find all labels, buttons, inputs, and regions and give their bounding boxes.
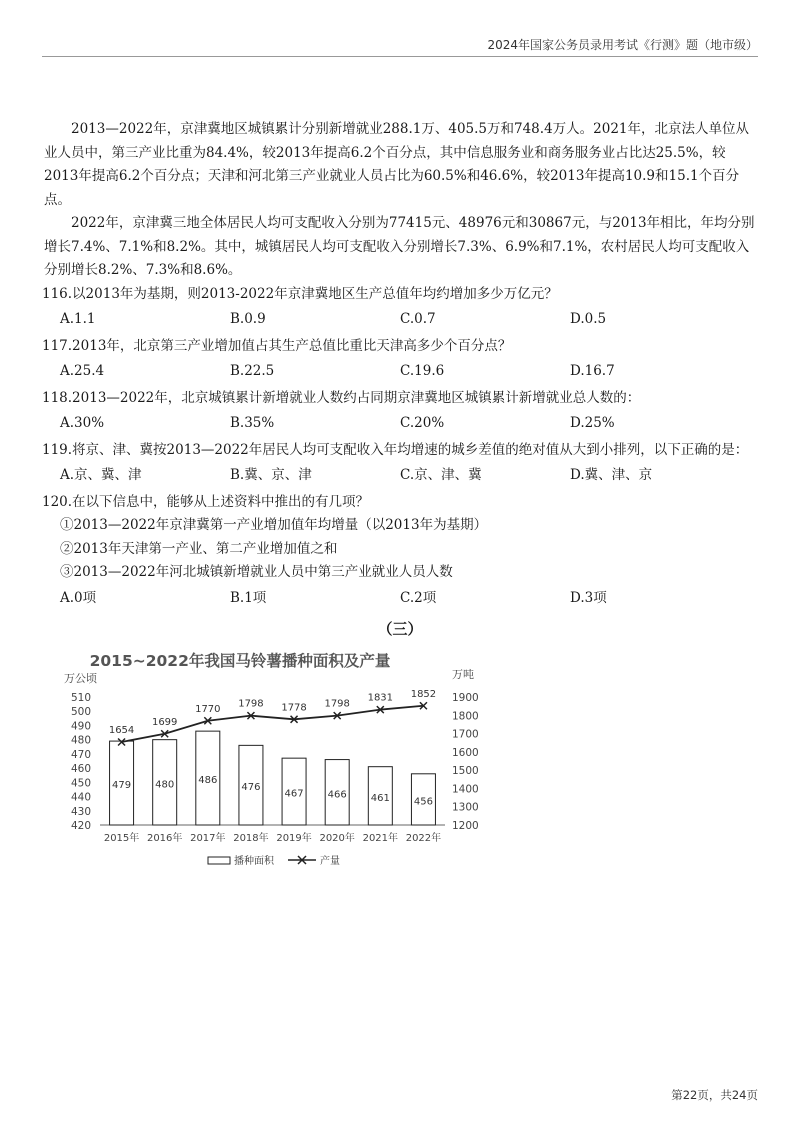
right-axis-label: 万吨: [452, 668, 474, 681]
bar-value-label: 480: [155, 779, 175, 791]
bar-value-label: 476: [241, 782, 261, 794]
page-number: 第22页，共24页: [671, 1088, 758, 1102]
question-118: [42, 387, 758, 436]
option-a: A.30%: [60, 415, 105, 431]
option-b: B.35%: [230, 415, 275, 431]
line-value-label: 1654: [108, 724, 135, 736]
line-value-label: 1770: [195, 703, 221, 715]
left-tick-label: 440: [70, 791, 91, 804]
right-tick-label: 1900: [452, 692, 479, 704]
option-c: C.20%: [400, 415, 445, 431]
question-119: [42, 439, 758, 488]
option-a: A.25.4: [60, 363, 105, 379]
legend-bar-label: 播种面积: [234, 856, 274, 867]
right-tick-label: 1300: [452, 801, 479, 814]
category-label: 2018年: [233, 833, 269, 844]
option-row: [60, 412, 758, 436]
left-tick-label: 470: [70, 748, 91, 761]
bar-series: [110, 731, 436, 825]
option-row: [60, 587, 758, 611]
bar-value-label: 479: [112, 780, 132, 792]
right-tick-label: 1600: [452, 746, 479, 759]
category-label: 2017年: [190, 833, 226, 844]
bar-value-label: 466: [327, 789, 347, 801]
category-label: 2021年: [362, 833, 399, 844]
chart-title: 2015~2022年我国马铃薯播种面积及产量: [89, 652, 391, 670]
bar-value-label: 456: [413, 796, 433, 808]
material-paragraph-2: 2022年，京津冀三地全体居民人均可支配收入分别为77415元、48976元和30867元，与2013年相比，年均分别增长7.4%、7.1%和8.2%。其中，城镇居民人均可支配收入分别增长7.3%、6.9%和7.1%，农村居民人均可支配收入分别增长8.2%、7.3%和8.6%。: [44, 215, 755, 278]
option-d: D.冀、津、京: [570, 467, 653, 483]
option-row: [60, 308, 758, 332]
line-value-label: 1831: [367, 692, 394, 704]
category-label: 2016年: [146, 833, 183, 844]
option-b: B.22.5: [230, 363, 275, 379]
left-tick-label: 490: [70, 720, 91, 733]
option-c: C.19.6: [400, 363, 445, 379]
category-label: 2022年: [405, 833, 442, 844]
header-divider: [42, 56, 758, 57]
option-row: [60, 360, 758, 384]
question-120: [42, 491, 758, 611]
question-stem: 116.以2013年为基期，则2013-2022年京津冀地区生产总值年均约增加多少万亿元？: [42, 285, 558, 302]
left-tick-label: 430: [70, 805, 91, 818]
question-stem: 117.2013年，北京第三产业增加值占其生产总值比重比天津高多少个百分点？: [42, 337, 512, 354]
question-stem: 118.2013—2022年，北京城镇累计新增就业人数约占同期京津冀地区城镇累计新增就业总人数的：: [42, 389, 641, 406]
option-c: C.0.7: [400, 311, 436, 327]
line-series: [109, 689, 436, 746]
right-tick-label: 1200: [452, 820, 479, 832]
potato-chart: [60, 643, 480, 878]
bar-value-label: 486: [198, 775, 218, 787]
legend: [208, 854, 340, 867]
left-tick-label: 460: [70, 763, 91, 776]
line-value-label: 1699: [151, 716, 178, 728]
category-label: 2020年: [319, 833, 355, 844]
left-axis-label: 万公顷: [64, 672, 97, 685]
option-d: D.0.5: [570, 311, 607, 327]
legend-line-label: 产量: [320, 856, 340, 867]
left-tick-label: 500: [70, 706, 91, 719]
question-stem: 119.将京、津、冀按2013—2022年居民人均可支配收入年均增速的城乡差值的绝对值从大到小排列，以下正确的是：: [42, 441, 749, 458]
sub-item-1: ①2013—2022年京津冀第一产业增加值年均增量（以2013年为基期）: [60, 517, 488, 533]
question-117: [42, 335, 758, 384]
sub-item-2: ②2013年天津第一产业、第二产业增加值之和: [60, 540, 338, 557]
right-tick-label: 1800: [452, 710, 479, 723]
category-labels: [104, 831, 441, 844]
sub-item-3: ③2013—2022年河北城镇新增就业人员中第三产业就业人员人数: [60, 564, 453, 580]
option-b: B.0.9: [230, 311, 266, 327]
option-d: D.25%: [570, 415, 615, 431]
option-row: [60, 464, 758, 488]
option-d: D.16.7: [570, 363, 615, 379]
bar-value-label: 467: [284, 788, 304, 800]
left-tick-label: 480: [70, 734, 91, 747]
line-value-label: 1778: [281, 702, 307, 714]
legend-bar-swatch: [208, 857, 230, 864]
line-value-label: 1798: [324, 698, 350, 710]
option-d: D.3项: [570, 589, 607, 606]
page-content: [42, 118, 758, 642]
question-stem: 120.在以下信息中，能够从上述资料中推出的有几项？: [42, 493, 370, 510]
right-tick-label: 1400: [452, 783, 479, 796]
left-axis-ticks: [71, 692, 91, 832]
option-a: A.京、冀、津: [60, 467, 142, 483]
right-axis-ticks: [452, 692, 479, 832]
header-title: 2024年国家公务员录用考试《行测》题（地市级）: [487, 38, 758, 52]
line-value-label: 1798: [238, 698, 264, 710]
material-paragraph-1: 2013—2022年，京津冀地区城镇累计分别新增就业288.1万、405.5万和748.4万人。2021年，北京法人单位从业人员中，第三产业比重为84.4%，较2013年提高6.2个百分点，其中信息服务业和商务服务业占比达25.5%，较2013年提高6.2个百分点；天津和河北第三产业就业人员占比为60.5%和46.6%，较2013年提高10.9和15.1个百分点。: [44, 121, 750, 208]
section-title: （三）: [377, 620, 423, 638]
line-value-label: 1852: [410, 688, 437, 700]
bar-value-label: 461: [370, 792, 390, 804]
category-label: 2019年: [276, 833, 312, 844]
left-tick-label: 420: [70, 820, 91, 832]
option-b: B.1项: [230, 589, 267, 606]
option-c: C.京、津、冀: [400, 467, 482, 483]
option-b: B.冀、京、津: [230, 467, 312, 483]
category-label: 2015年: [103, 833, 140, 844]
option-c: C.2项: [400, 589, 437, 606]
right-tick-label: 1700: [452, 728, 479, 741]
left-tick-label: 510: [70, 692, 91, 704]
option-a: A.0项: [60, 589, 97, 606]
right-tick-label: 1500: [452, 765, 479, 778]
chart-svg: [60, 643, 480, 878]
question-116: [42, 283, 758, 332]
left-tick-label: 450: [70, 777, 91, 790]
option-a: A.1.1: [60, 311, 96, 327]
